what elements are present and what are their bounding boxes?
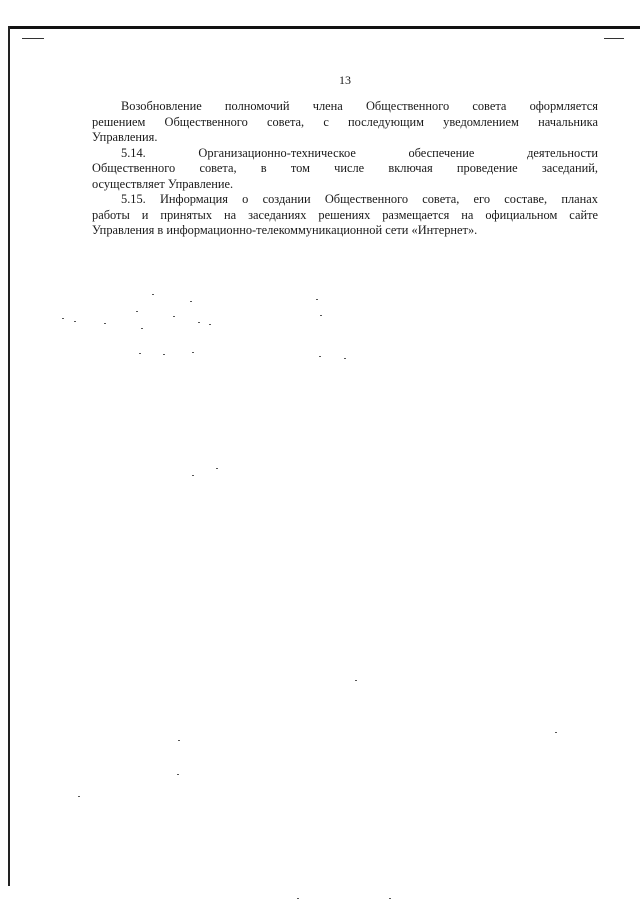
scan-speck xyxy=(104,323,106,324)
scan-speck xyxy=(319,356,321,357)
scan-speck xyxy=(389,898,391,899)
scan-speck xyxy=(177,774,179,775)
scan-left-border xyxy=(8,26,10,886)
scan-mark-right xyxy=(604,38,624,39)
scan-speck xyxy=(316,299,318,300)
scan-speck xyxy=(344,358,346,359)
scan-speck xyxy=(192,475,194,476)
scan-speck xyxy=(139,353,141,354)
scan-speck xyxy=(141,328,143,329)
text-line: Возобновление полномочий члена Общественного совета оформляется xyxy=(121,99,598,113)
page-number: 13 xyxy=(339,73,351,87)
scan-speck xyxy=(297,898,299,899)
scan-speck xyxy=(136,311,138,312)
paragraph-5-14 xyxy=(92,146,598,193)
scan-mark-left xyxy=(22,38,44,39)
scan-speck xyxy=(355,680,357,681)
scan-speck xyxy=(198,322,200,323)
text-line: 5.14. Организационно-техническое обеспечение деятельности xyxy=(121,145,598,160)
scan-top-border xyxy=(8,26,640,29)
text-line: осуществляет Управление. xyxy=(92,176,234,191)
scan-speck xyxy=(192,352,194,353)
paragraph-membership-renewal xyxy=(92,99,598,146)
scan-speck xyxy=(555,732,557,733)
text-line: Управления в информационно-телекоммуникационной сети «Интернет». xyxy=(92,223,478,237)
scan-speck xyxy=(320,315,322,316)
scan-speck xyxy=(152,294,154,295)
scan-speck xyxy=(163,354,165,355)
scan-speck xyxy=(62,318,64,319)
text-line: Общественного совета, в том числе включая проведение заседаний, xyxy=(92,161,598,175)
scan-speck xyxy=(216,468,218,469)
text-line: Управления. xyxy=(92,130,158,144)
scan-speck xyxy=(190,301,192,302)
document-body xyxy=(92,99,598,239)
text-line: решением Общественного совета, с последующим уведомлением начальника xyxy=(92,114,598,129)
scan-speck xyxy=(78,796,80,797)
scan-speck xyxy=(74,321,76,322)
scan-speck xyxy=(178,740,180,741)
scan-speck xyxy=(173,316,175,317)
scan-speck xyxy=(209,324,211,325)
text-line: 5.15. Информация о создании Общественного совета, его составе, планах xyxy=(121,192,598,206)
text-line: работы и принятых на заседаниях решениях размещается на официальном сайте xyxy=(92,207,598,222)
paragraph-5-15 xyxy=(92,192,598,239)
